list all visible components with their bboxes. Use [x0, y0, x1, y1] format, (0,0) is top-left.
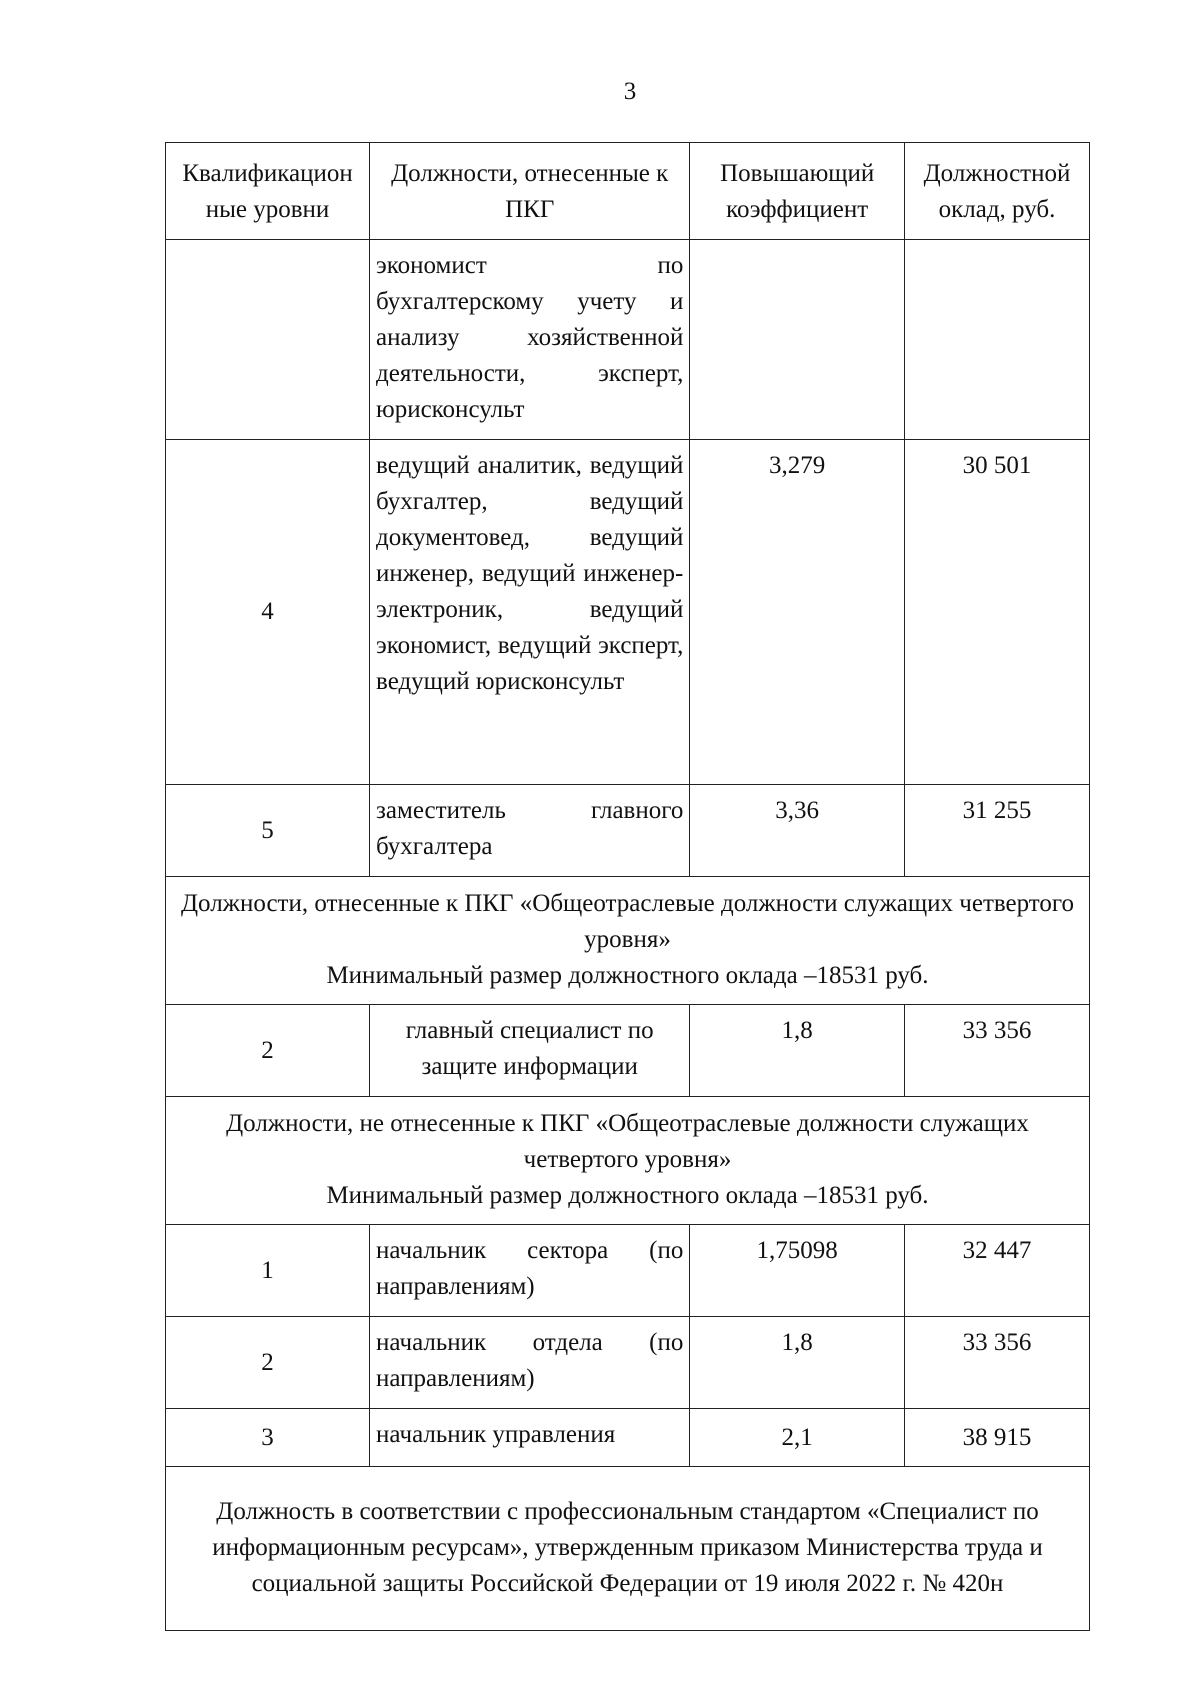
salary-cell	[904, 240, 1089, 440]
section-title: Должности, не отнесенные к ПКГ «Общеотраслевые должности служащих четвертого уровня»	[226, 1109, 1029, 1173]
salary-cell: 33 356	[904, 1005, 1089, 1097]
positions-cell: начальник отдела (по направлениям)	[370, 1317, 690, 1409]
coefficient-cell: 1,8	[690, 1317, 905, 1409]
positions-cell: начальник управления	[370, 1409, 690, 1467]
page-number: 3	[623, 78, 637, 105]
table-row	[166, 240, 1090, 440]
positions-cell: экономист по бухгалтерскому учету и анализу хозяйственной деятельности, эксперт, юрисконсульт	[370, 240, 690, 440]
coefficient-cell	[690, 240, 905, 440]
table-row	[166, 1225, 1090, 1317]
coefficient-cell: 1,75098	[690, 1225, 905, 1317]
section-row	[166, 1467, 1090, 1631]
table-row	[166, 1317, 1090, 1409]
table-header-row	[166, 143, 1090, 240]
section-header-cell	[166, 1467, 1090, 1631]
coefficient-cell: 3,279	[690, 440, 905, 785]
section-min-salary: Минимальный размер должностного оклада –18531 руб.	[326, 961, 929, 989]
table-row	[166, 440, 1090, 785]
positions-cell: ведущий аналитик, ведущий бухгалтер, ведущий документовед, ведущий инженер, ведущий инженер-электроник, ведущий экономист, ведущий эксперт, ведущий юрисконсульт	[370, 440, 690, 785]
level-cell: 2	[166, 1317, 370, 1409]
section-min-salary: Минимальный размер должностного оклада –18531 руб.	[326, 1181, 929, 1209]
level-cell: 3	[166, 1409, 370, 1467]
coefficient-cell: 1,8	[690, 1005, 905, 1097]
section-header-cell	[166, 877, 1090, 1005]
coefficient-cell: 2,1	[690, 1409, 905, 1467]
header-positions: Должности, отнесенные к ПКГ	[370, 143, 690, 240]
table-row	[166, 1409, 1090, 1467]
salary-cell: 30 501	[904, 440, 1089, 785]
salary-cell: 33 356	[904, 1317, 1089, 1409]
section-header-cell	[166, 1097, 1090, 1225]
salary-cell: 38 915	[904, 1409, 1089, 1467]
section-row	[166, 877, 1090, 1005]
coefficient-cell: 3,36	[690, 785, 905, 877]
level-cell: 1	[166, 1225, 370, 1317]
section-title: Должность в соответствии с профессиональным стандартом «Специалист по информационным ресурсам», утвержденным приказом Министерства труда и социальной защиты Российской Федерации от 19 июля 2022 г. № 420н	[212, 1497, 1043, 1597]
header-coefficient: Повышающий коэффициент	[690, 143, 905, 240]
salary-table	[165, 142, 1090, 1631]
level-cell: 4	[166, 440, 370, 785]
positions-cell: главный специалист по защите информации	[370, 1005, 690, 1097]
positions-cell: начальник сектора (по направлениям)	[370, 1225, 690, 1317]
level-cell: 5	[166, 785, 370, 877]
section-row	[166, 1097, 1090, 1225]
salary-cell: 31 255	[904, 785, 1089, 877]
header-qualification-levels: Квалификацион ные уровни	[166, 143, 370, 240]
table-row	[166, 785, 1090, 877]
positions-cell: заместитель главного бухгалтера	[370, 785, 690, 877]
salary-cell: 32 447	[904, 1225, 1089, 1317]
level-cell: 2	[166, 1005, 370, 1097]
level-cell	[166, 240, 370, 440]
section-title: Должности, отнесенные к ПКГ «Общеотраслевые должности служащих четвертого уровня»	[180, 889, 1075, 953]
table-row	[166, 1005, 1090, 1097]
header-salary: Должностной оклад, руб.	[904, 143, 1089, 240]
